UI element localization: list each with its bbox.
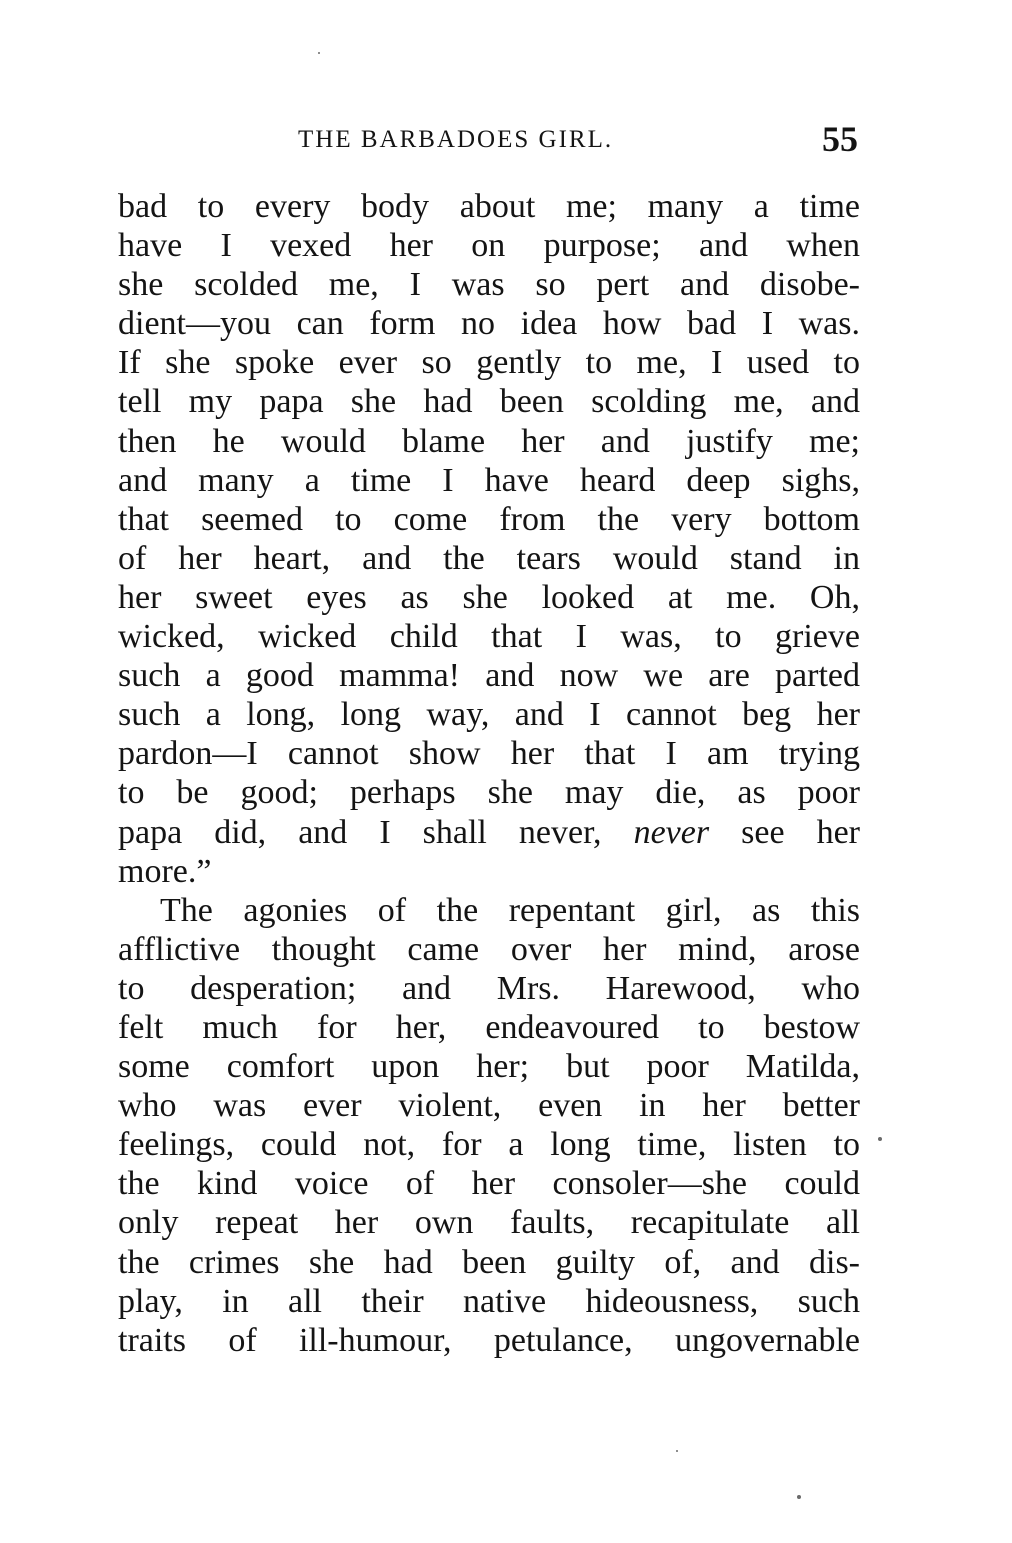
scan-speck bbox=[676, 1450, 678, 1452]
scan-speck bbox=[318, 52, 320, 54]
text-line: then he would blame her and justify me; bbox=[118, 422, 860, 460]
text-line: who was ever violent, even in her better bbox=[118, 1087, 860, 1125]
text-line: pardon—I cannot show her that I am trying bbox=[118, 735, 860, 773]
text-line: that seemed to come from the very bottom bbox=[118, 500, 860, 538]
paragraph-end-line: more.” bbox=[118, 852, 212, 890]
text-segment: papa did, and I shall never, bbox=[118, 813, 634, 851]
text-line: to be good; perhaps she may die, as poor bbox=[118, 774, 860, 812]
text-line: she scolded me, I was so pert and disobe- bbox=[118, 266, 860, 304]
text-line: of her heart, and the tears would stand in bbox=[118, 539, 860, 577]
text-line: the crimes she had been guilty of, and dis- bbox=[118, 1243, 860, 1281]
text-line: felt much for her, endeavoured to bestow bbox=[118, 1008, 860, 1046]
text-line: If she spoke ever so gently to me, I used to bbox=[118, 344, 860, 382]
text-line: some comfort upon her; but poor Matilda, bbox=[118, 1048, 860, 1086]
page-number: 55 bbox=[822, 119, 858, 159]
text-line: afflictive thought came over her mind, arose bbox=[118, 930, 860, 968]
text-line: and many a time I have heard deep sighs, bbox=[118, 461, 860, 499]
text-line: such a good mamma! and now we are parted bbox=[118, 657, 860, 695]
text-line: dient—you can form no idea how bad I was. bbox=[118, 305, 860, 343]
text-line: only repeat her own faults, recapitulate all bbox=[118, 1204, 860, 1242]
running-title: THE BARBADOES GIRL. bbox=[298, 126, 614, 153]
scan-speck bbox=[878, 1137, 882, 1141]
text-line: feelings, could not, for a long time, listen to bbox=[118, 1126, 860, 1164]
text-line: the kind voice of her consoler—she could bbox=[118, 1165, 860, 1203]
running-head bbox=[118, 118, 860, 162]
text-line: traits of ill-humour, petulance, ungovernable bbox=[118, 1321, 860, 1359]
text-line: bad to every body about me; many a time bbox=[118, 188, 860, 225]
text-line: to desperation; and Mrs. Harewood, who bbox=[118, 969, 860, 1007]
text-line: have I vexed her on purpose; and when bbox=[118, 227, 860, 265]
text-line-with-emphasis bbox=[118, 813, 860, 852]
text-line: play, in all their native hideousness, such bbox=[118, 1282, 860, 1320]
text-line: wicked, wicked child that I was, to grieve bbox=[118, 618, 860, 656]
emphasized-word: never bbox=[633, 813, 710, 851]
paragraph-start-line: The agonies of the repentant girl, as this bbox=[160, 891, 860, 929]
text-segment: see her bbox=[709, 813, 860, 851]
text-line: her sweet eyes as she looked at me. Oh, bbox=[118, 578, 860, 616]
text-line: tell my papa she had been scolding me, and bbox=[118, 383, 860, 421]
body-text bbox=[118, 187, 860, 1360]
scan-speck bbox=[797, 1495, 801, 1499]
text-line: such a long, long way, and I cannot beg her bbox=[118, 696, 860, 734]
